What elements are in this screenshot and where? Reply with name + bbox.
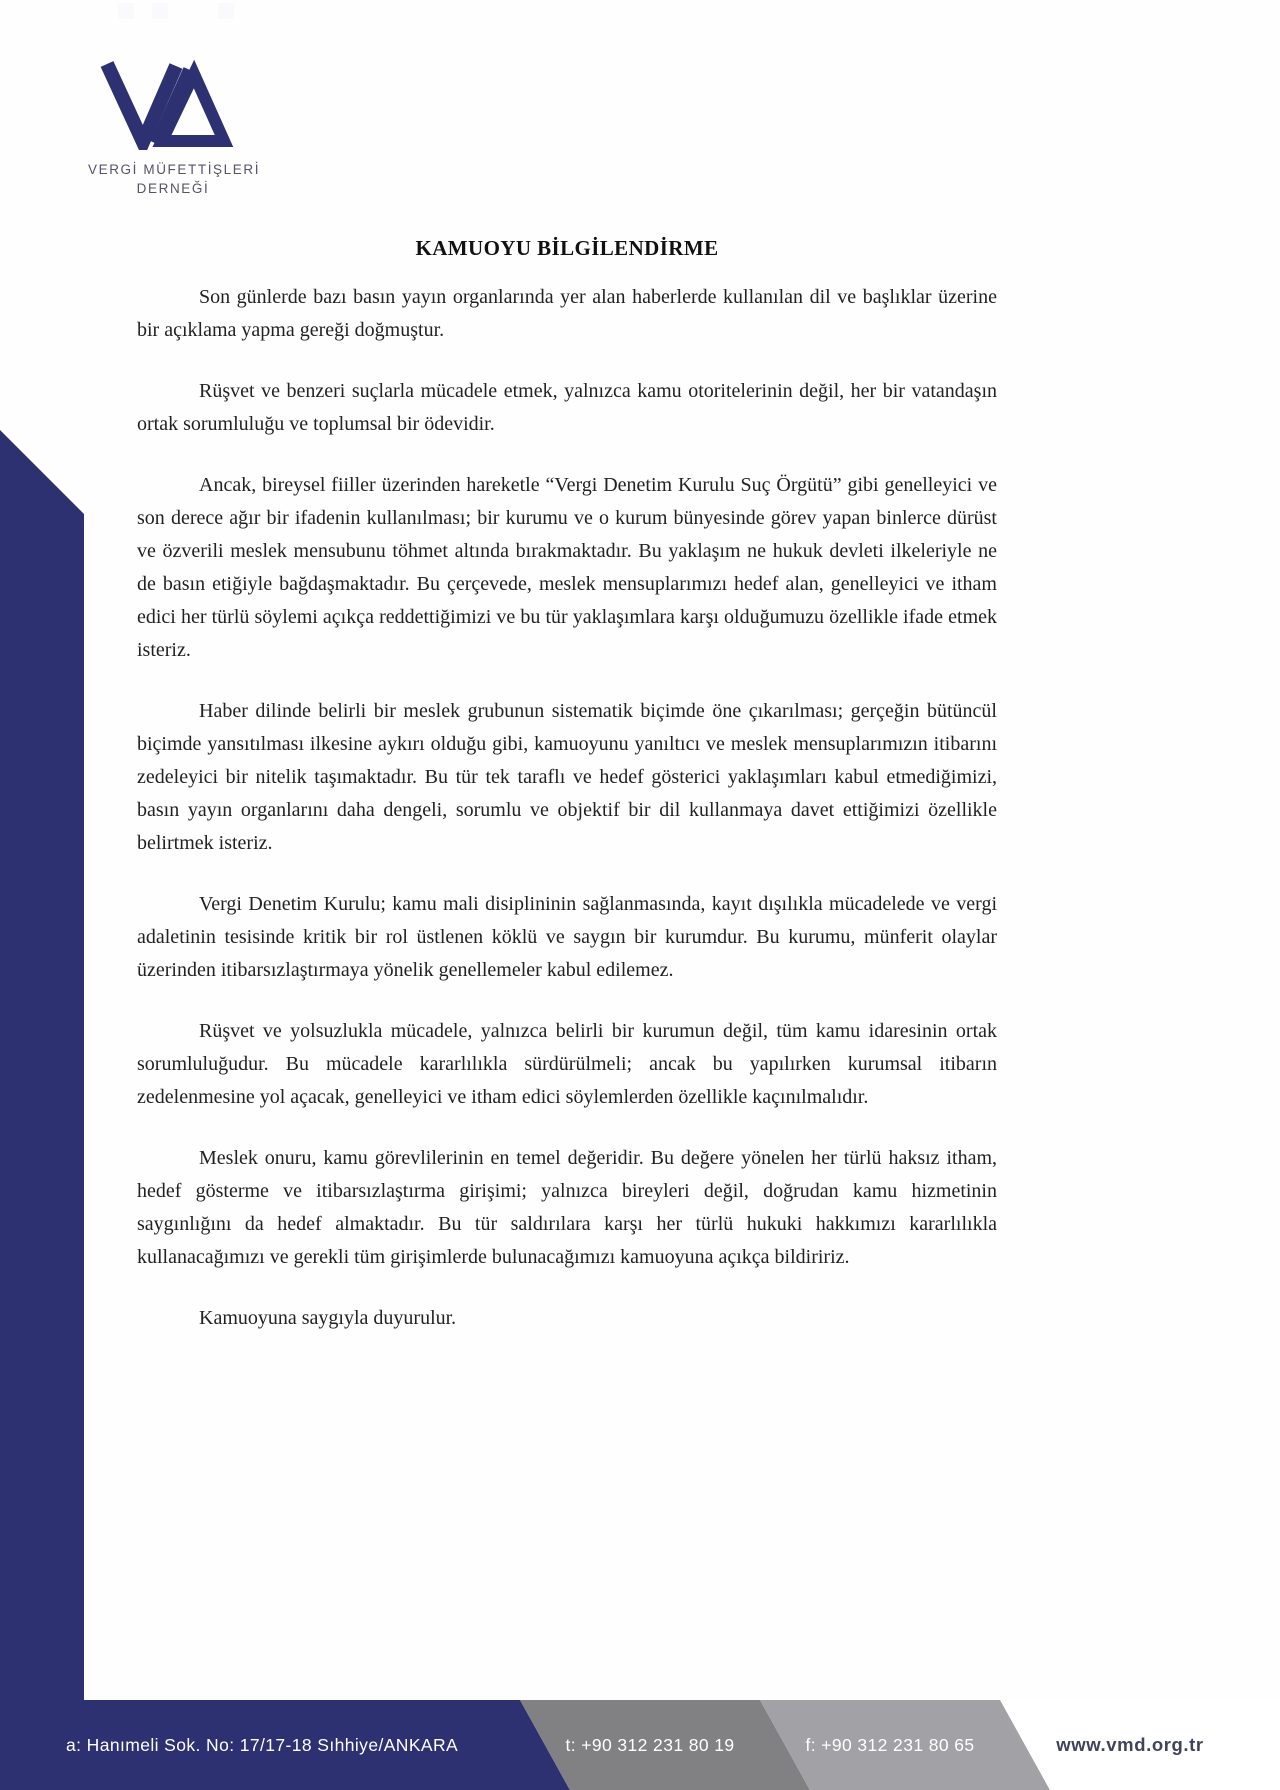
letterhead (88, 58, 261, 198)
org-name-line1: VERGİ MÜFETTİŞLERİ (88, 162, 261, 177)
paragraph: Meslek onuru, kamu görevlilerinin en temel değeridir. Bu değere yönelen her türlü haksız itham, hedef gösterme ve itibarsızlaştırma girişimi; yalnızca bireyleri değil, doğrudan kamu hizmetinin saygınlığını da hedef almaktadır. Bu tür saldırılara karşı her türlü hukuki hakkımızı kararlılıkla kullanacağımızı ve gerekli tüm girişimlerde bulunacağımızı kamuoyuna açıkça bildiririz. (137, 1147, 997, 1268)
scan-artifact (152, 3, 168, 19)
scan-artifact (218, 3, 234, 19)
document-body (137, 236, 997, 1363)
footer-address: a: Hanımeli Sok. No: 17/17-18 Sıhhiye/ANKARA (66, 1734, 459, 1755)
paragraph: Haber dilinde belirli bir meslek grubunun sistematik biçimde öne çıkarılması; gerçeğin bütüncül biçimde yansıtılması ilkesine aykırı olduğu gibi, kamuoyunu yanıltıcı ve meslek mensuplarımızın itibarını zedeleyici bir nitelik taşımaktadır. Bu tür tek taraflı ve hedef gösterici yaklaşımları kabul etmediğimizi, basın yayın organlarını daha dengeli, sorumlu ve objektif bir dil kullanmaya davet ettiğimizi özellikle belirtmek isteriz. (137, 700, 997, 854)
paragraph: Ancak, bireysel fiiller üzerinden hareketle “Vergi Denetim Kurulu Suç Örgütü” gibi genelleyici ve son derece ağır bir ifadenin kullanılması; bir kurumu ve o kurum bünyesinde görev yapan binlerce dürüst ve özverili meslek mensubunu töhmet altında bırakmaktadır. Bu yaklaşım ne hukuk devleti ilkeleriyle ne de basın etiğiyle bağdaşmaktadır. Bu çerçevede, meslek mensuplarımızı hedef alan, genelleyici ve itham edici her türlü söylemi açıkça reddettiğimizi ve bu tür yaklaşımlara karşı olduğumuzu özellikle ifade etmek isteriz. (137, 474, 997, 661)
paragraph: Son günlerde bazı basın yayın organlarında yer alan haberlerde kullanılan dil ve başlıklar üzerine bir açıklama yapma gereği doğmuştur. (137, 286, 997, 341)
page-title: KAMUOYU BİLGİLENDİRME (415, 236, 719, 260)
paragraph-closing: Kamuoyuna saygıyla duyurulur. (199, 1307, 457, 1329)
scan-artifact (118, 3, 134, 19)
paragraph: Vergi Denetim Kurulu; kamu mali disiplininin sağlanmasında, kayıt dışılıkla mücadelede ve vergi adaletinin tesisinde kritik bir rol üstlenen köklü ve saygın bir kurumdur. Bu kurumu, münferit olaylar üzerinden itibarsızlaştırmaya yönelik genellemeler kabul edilemez. (137, 893, 997, 981)
footer-bar (0, 1700, 1280, 1790)
left-accent-band (0, 0, 84, 1790)
footer-fax: f: +90 312 231 80 65 (805, 1734, 975, 1755)
org-name-line2: DERNEĞİ (136, 181, 210, 196)
footer-phone: t: +90 312 231 80 19 (565, 1734, 735, 1755)
footer-website: www.vmd.org.tr (1056, 1734, 1204, 1755)
paragraph: Rüşvet ve benzeri suçlarla mücadele etmek, yalnızca kamu otoritelerinin değil, her bir vatandaşın ortak sorumluluğu ve toplumsal bir ödevidir. (137, 380, 997, 435)
paragraph: Rüşvet ve yolsuzlukla mücadele, yalnızca belirli bir kurumun değil, tüm kamu idaresinin ortak sorumluluğudur. Bu mücadele kararlılıkla sürdürülmeli; ancak bu yapılırken kurumsal itibarın zedelenmesine yol açacak, genelleyici ve itham edici söylemlerden özellikle kaçınılmalıdır. (137, 1020, 997, 1108)
vmd-logo-monogram-icon (98, 58, 248, 150)
